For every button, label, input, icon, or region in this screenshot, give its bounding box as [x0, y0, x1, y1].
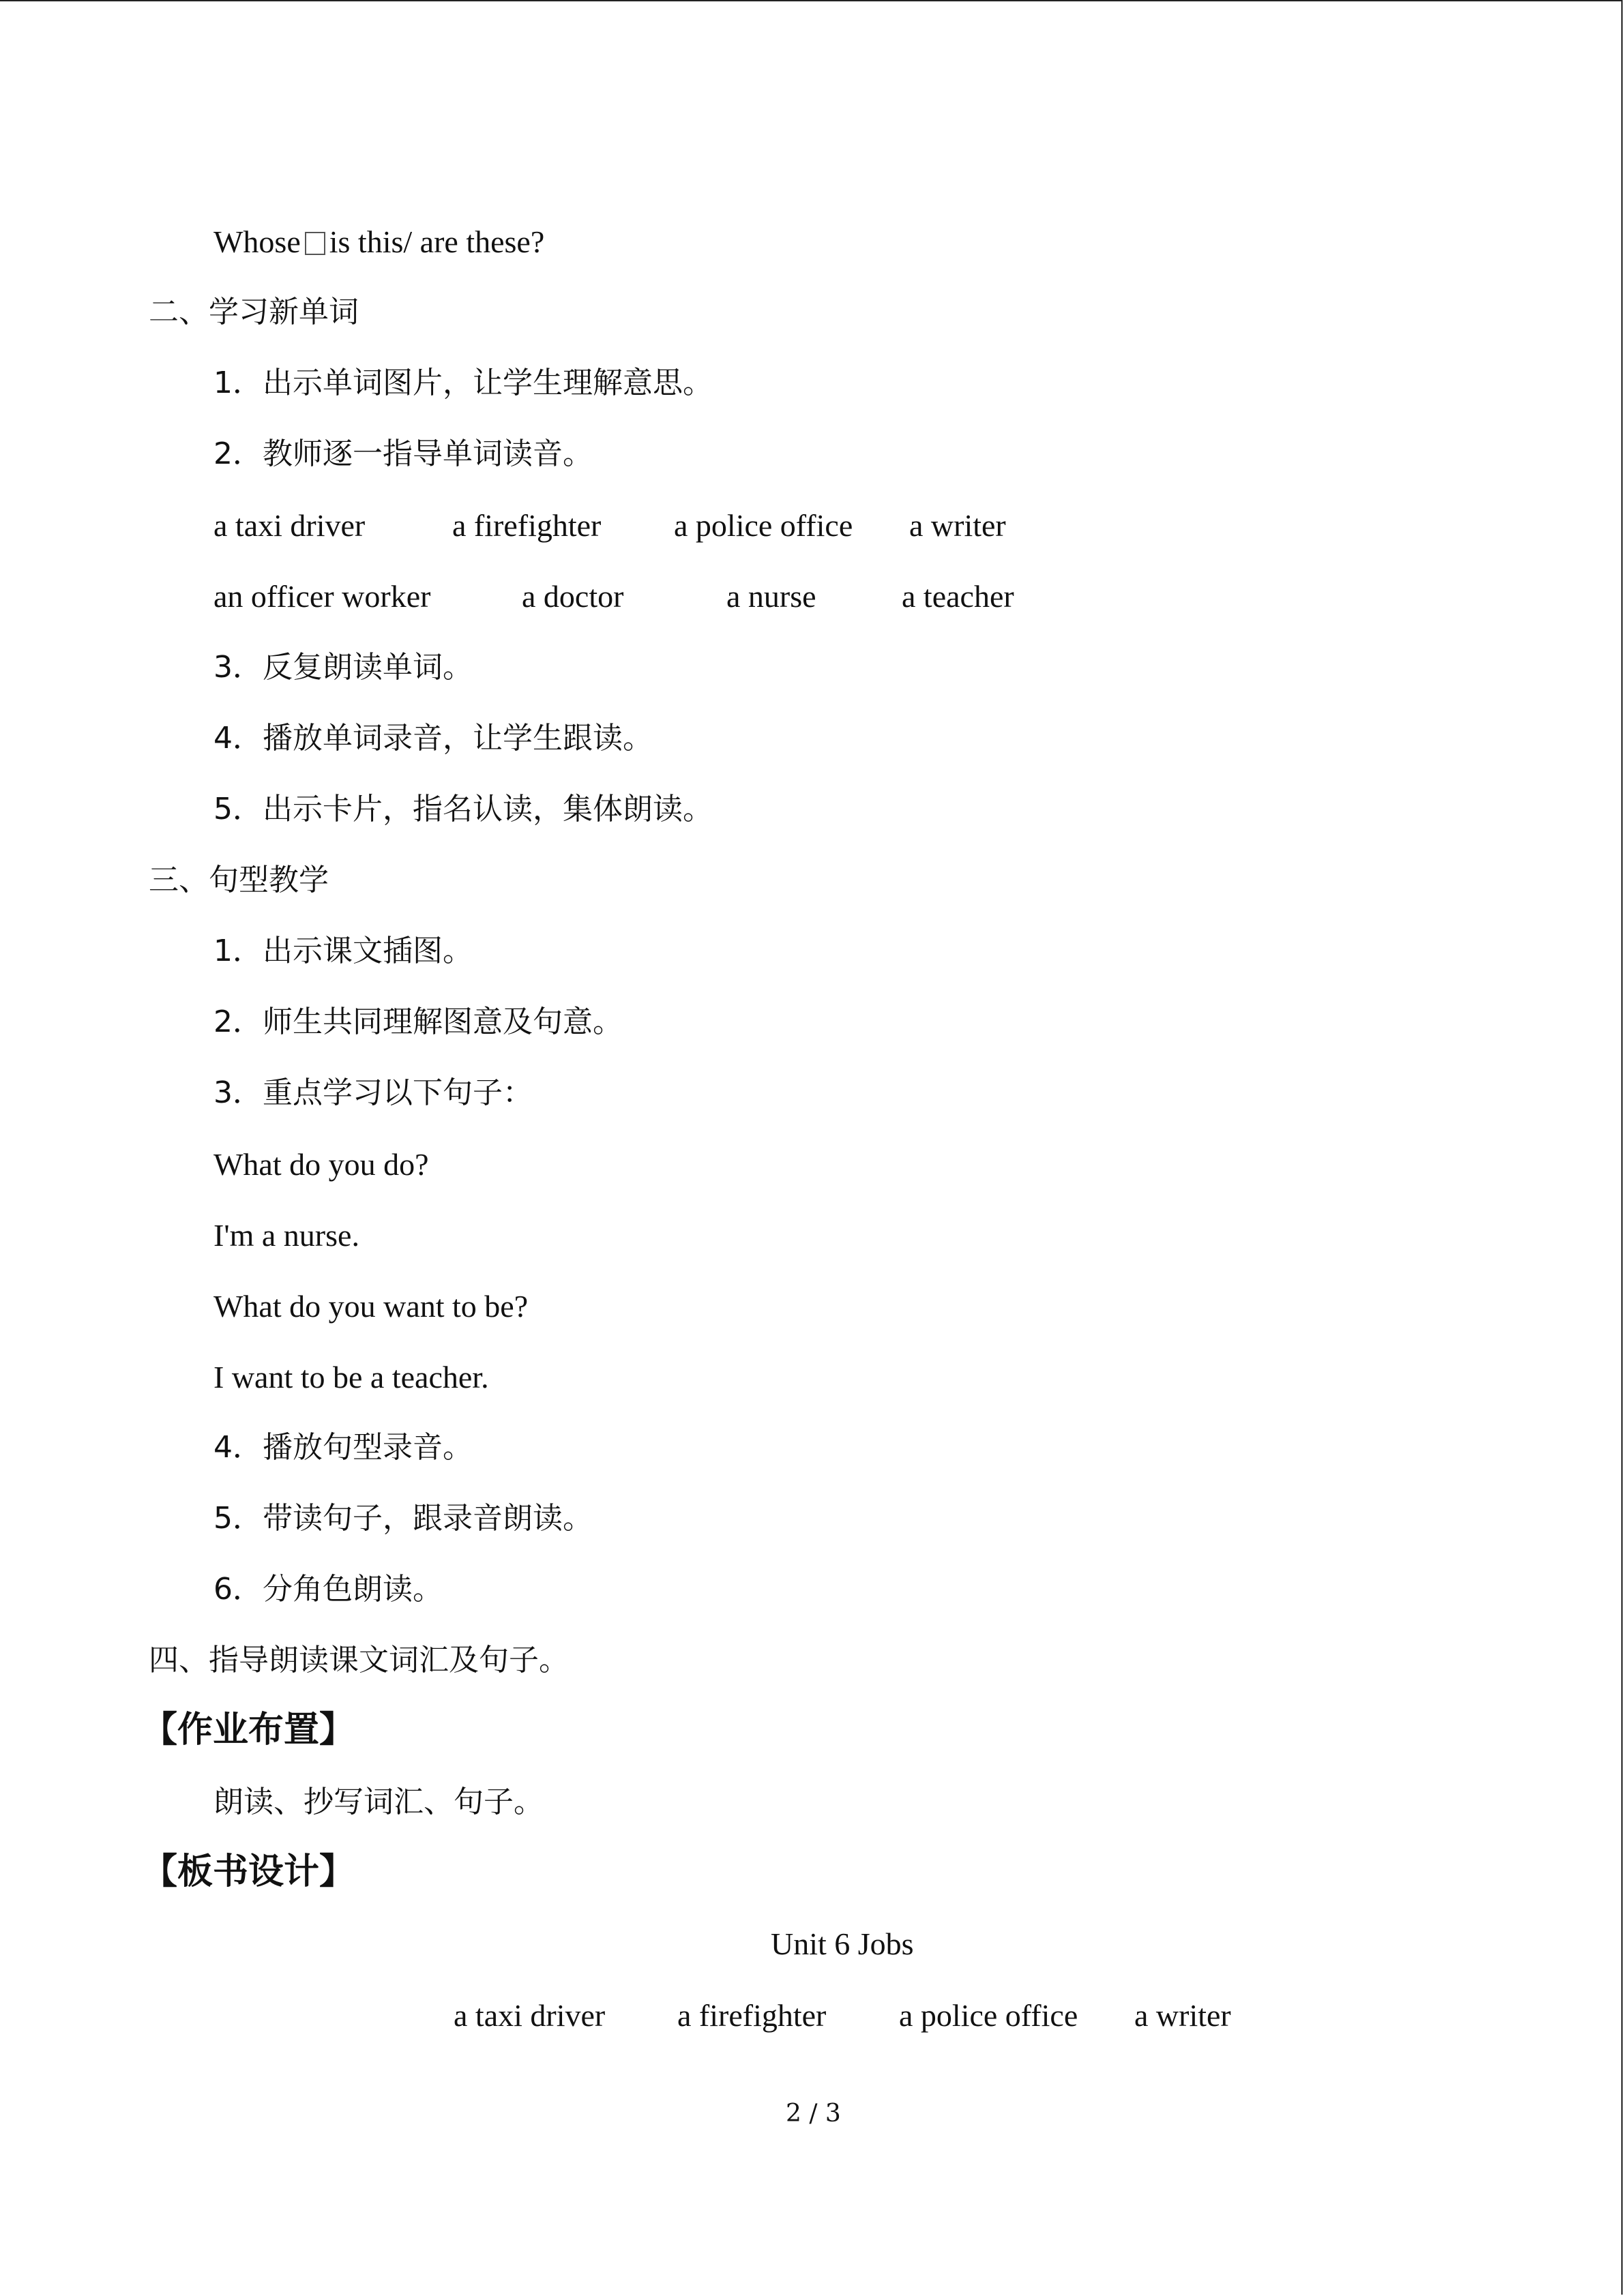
- section-2-item-3: 3．反复朗读单词。: [213, 650, 473, 685]
- vocab-word: a firefighter: [452, 508, 602, 543]
- section-3-item-2: 2．师生共同理解图意及句意。: [213, 1004, 623, 1039]
- homework-heading: 【作业布置】: [142, 1710, 355, 1750]
- board-heading: 【板书设计】: [142, 1851, 355, 1892]
- section-3-item-1: 1．出示课文插图。: [213, 934, 473, 968]
- sentence: What do you do?: [213, 1147, 429, 1182]
- section-3-title: 三、句型教学: [149, 863, 329, 897]
- board-word: a writer: [1134, 1998, 1231, 2033]
- section-3-item-3: 3．重点学习以下句子：: [213, 1075, 533, 1110]
- sentence: What do you want to be?: [213, 1289, 529, 1324]
- vocab-word: a taxi driver: [213, 508, 366, 543]
- board-word: a firefighter: [677, 1998, 827, 2033]
- section-2-title: 二、学习新单词: [149, 295, 359, 329]
- whose-text-end: is this/ are these?: [329, 224, 545, 259]
- board-word: a taxi driver: [454, 1998, 606, 2033]
- sentence: I'm a nurse.: [213, 1218, 359, 1253]
- sentence: I want to be a teacher.: [213, 1360, 489, 1395]
- board-title: Unit 6 Jobs: [771, 1926, 914, 1961]
- vocab-word: a police office: [674, 508, 853, 543]
- section-2-item-5: 5．出示卡片，指名认读，集体朗读。: [213, 792, 713, 826]
- section-2-item-4: 4．播放单词录音，让学生跟读。: [213, 721, 653, 756]
- vocab-word: a teacher: [902, 579, 1014, 614]
- vocab-word: a doctor: [522, 579, 624, 614]
- vocab-word: a writer: [909, 508, 1006, 543]
- whose-text-start: Whose: [213, 224, 301, 259]
- whose-line: [213, 223, 544, 261]
- section-3-item-5: 5．带读句子，跟录音朗读。: [213, 1501, 593, 1536]
- board-word: a police office: [899, 1998, 1078, 2033]
- section-3-item-6: 6．分角色朗读。: [213, 1572, 443, 1607]
- section-2-item-1: 1．出示单词图片，让学生理解意思。: [213, 366, 713, 400]
- page-number: 2 / 3: [786, 2100, 841, 2128]
- section-4-title: 四、指导朗读课文词汇及句子。: [149, 1643, 569, 1678]
- vocab-word: an officer worker: [213, 579, 431, 614]
- homework-text: 朗读、抄写词汇、句子。: [213, 1785, 544, 1819]
- vocab-word: a nurse: [726, 579, 816, 614]
- section-3-item-4: 4．播放句型录音。: [213, 1430, 473, 1465]
- missing-glyph-box: [305, 232, 325, 255]
- section-2-item-2: 2．教师逐一指导单词读音。: [213, 436, 593, 471]
